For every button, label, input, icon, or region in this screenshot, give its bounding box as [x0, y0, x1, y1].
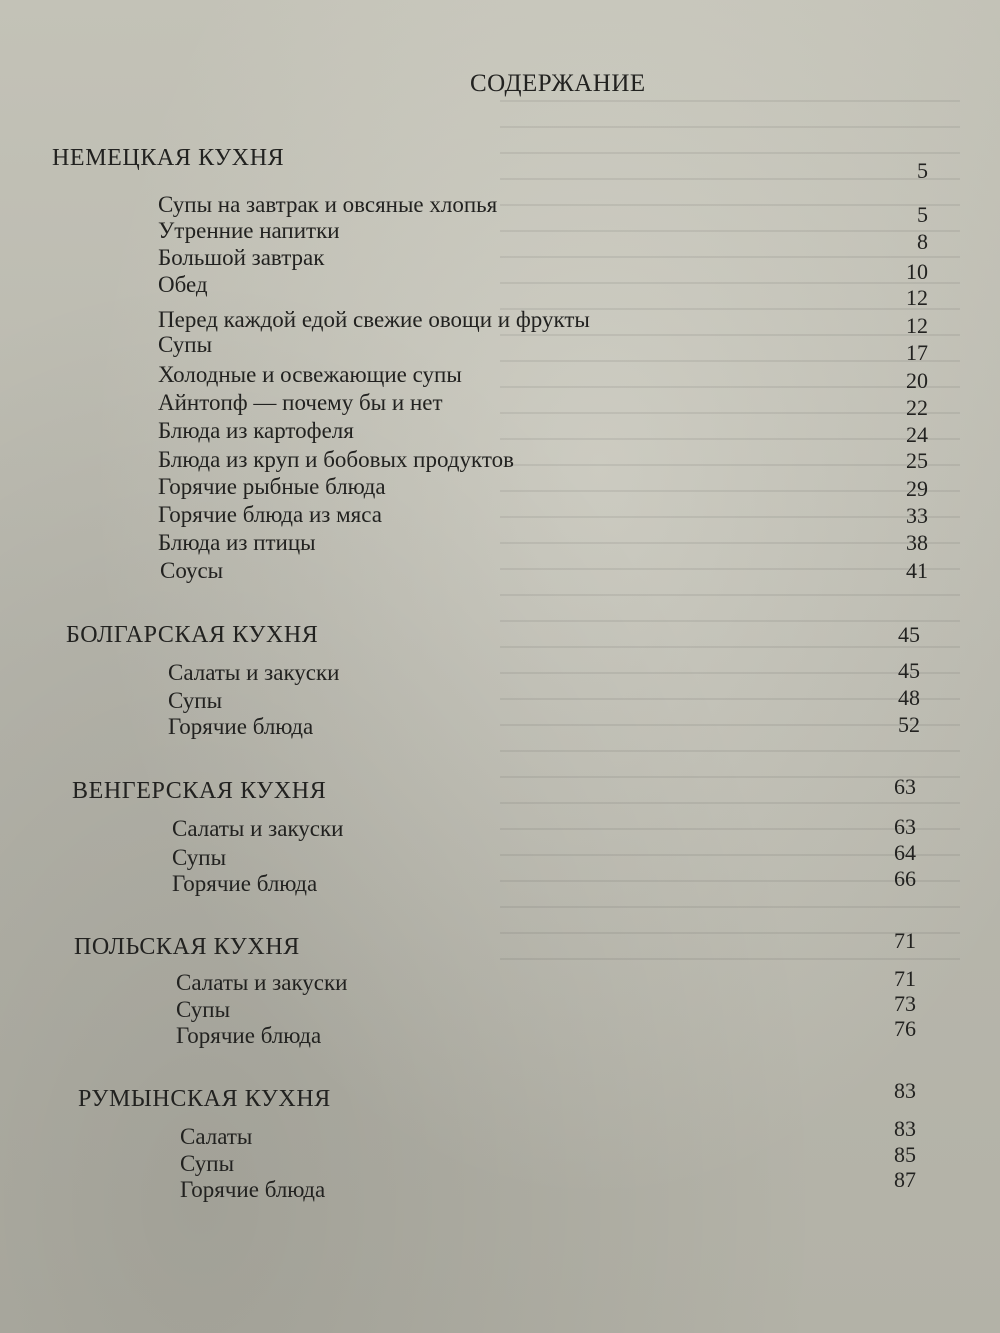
toc-item: Супы на завтрак и овсяные хлопья — [158, 192, 498, 217]
toc-item: Горячие блюда — [176, 1023, 322, 1048]
toc-item: Салаты и закуски — [176, 970, 348, 995]
toc-item: Салаты — [180, 1124, 253, 1149]
page-title: СОДЕРЖАНИЕ — [470, 70, 646, 97]
toc-item: Большой завтрак — [158, 245, 325, 270]
toc-page-number: 66 — [894, 866, 916, 891]
toc-page-number: 45 — [898, 658, 920, 683]
toc-page-number: 22 — [906, 395, 928, 420]
toc-item: Холодные и освежающие супы — [158, 362, 462, 387]
toc-page-number: 73 — [894, 991, 916, 1016]
toc-page-number: 41 — [906, 558, 928, 583]
toc-item: Супы — [168, 688, 223, 713]
toc-item: Горячие блюда — [172, 871, 318, 896]
toc-item: Салаты и закуски — [168, 660, 340, 685]
toc-item: Салаты и закуски — [172, 816, 344, 841]
toc-item: Супы — [176, 997, 231, 1022]
toc-page-number: 12 — [906, 313, 928, 338]
toc-page-number: 8 — [917, 229, 928, 254]
toc-item: Блюда из круп и бобовых продуктов — [158, 447, 514, 472]
toc-item: Перед каждой едой свежие овощи и фрукты — [158, 307, 590, 332]
toc-page-number: 64 — [894, 840, 916, 865]
toc-item: Супы — [180, 1151, 235, 1176]
toc-item: Горячие блюда — [168, 714, 314, 739]
toc-page-number: 5 — [917, 202, 928, 227]
toc-item: Горячие блюда — [180, 1177, 326, 1202]
toc-page-number: 38 — [906, 530, 928, 555]
section-page-number: 83 — [894, 1078, 916, 1103]
toc-page-number: 52 — [898, 712, 920, 737]
toc-page-number: 12 — [906, 285, 928, 310]
toc-page-number: 25 — [906, 448, 928, 473]
section-heading: ВЕНГЕРСКАЯ КУХНЯ — [72, 778, 327, 804]
toc-page-number: 24 — [906, 422, 928, 447]
toc-item: Блюда из птицы — [158, 530, 316, 555]
toc-page-number: 63 — [894, 814, 916, 839]
toc-item: Айнтопф — почему бы и нет — [158, 390, 443, 415]
toc-page-number: 20 — [906, 368, 928, 393]
toc-page-number: 76 — [894, 1016, 916, 1041]
section-heading: БОЛГАРСКАЯ КУХНЯ — [66, 622, 319, 648]
toc-item: Супы — [158, 332, 213, 357]
toc-page-number: 17 — [906, 340, 928, 365]
section-page-number: 45 — [898, 622, 920, 647]
toc-page-number: 33 — [906, 503, 928, 528]
toc-item: Горячие рыбные блюда — [158, 474, 386, 499]
section-heading: РУМЫНСКАЯ КУХНЯ — [78, 1086, 331, 1112]
toc-item: Блюда из картофеля — [158, 418, 354, 443]
section-page-number: 5 — [917, 158, 928, 183]
toc-page-number: 71 — [894, 966, 916, 991]
toc-page-number: 29 — [906, 476, 928, 501]
section-page-number: 71 — [894, 928, 916, 953]
toc-page-number: 85 — [894, 1142, 916, 1167]
toc-page-number: 87 — [894, 1167, 916, 1192]
section-heading: НЕМЕЦКАЯ КУХНЯ — [52, 145, 285, 171]
toc-item: Супы — [172, 845, 227, 870]
toc-item: Горячие блюда из мяса — [158, 502, 382, 527]
toc-item: Утренние напитки — [158, 218, 340, 243]
section-page-number: 63 — [894, 774, 916, 799]
section-heading: ПОЛЬСКАЯ КУХНЯ — [74, 934, 300, 960]
toc-item: Обед — [158, 272, 208, 297]
toc-item: Соусы — [160, 558, 224, 583]
toc-page-number: 48 — [898, 685, 920, 710]
toc-page-number: 10 — [906, 259, 928, 284]
toc-page-number: 83 — [894, 1116, 916, 1141]
